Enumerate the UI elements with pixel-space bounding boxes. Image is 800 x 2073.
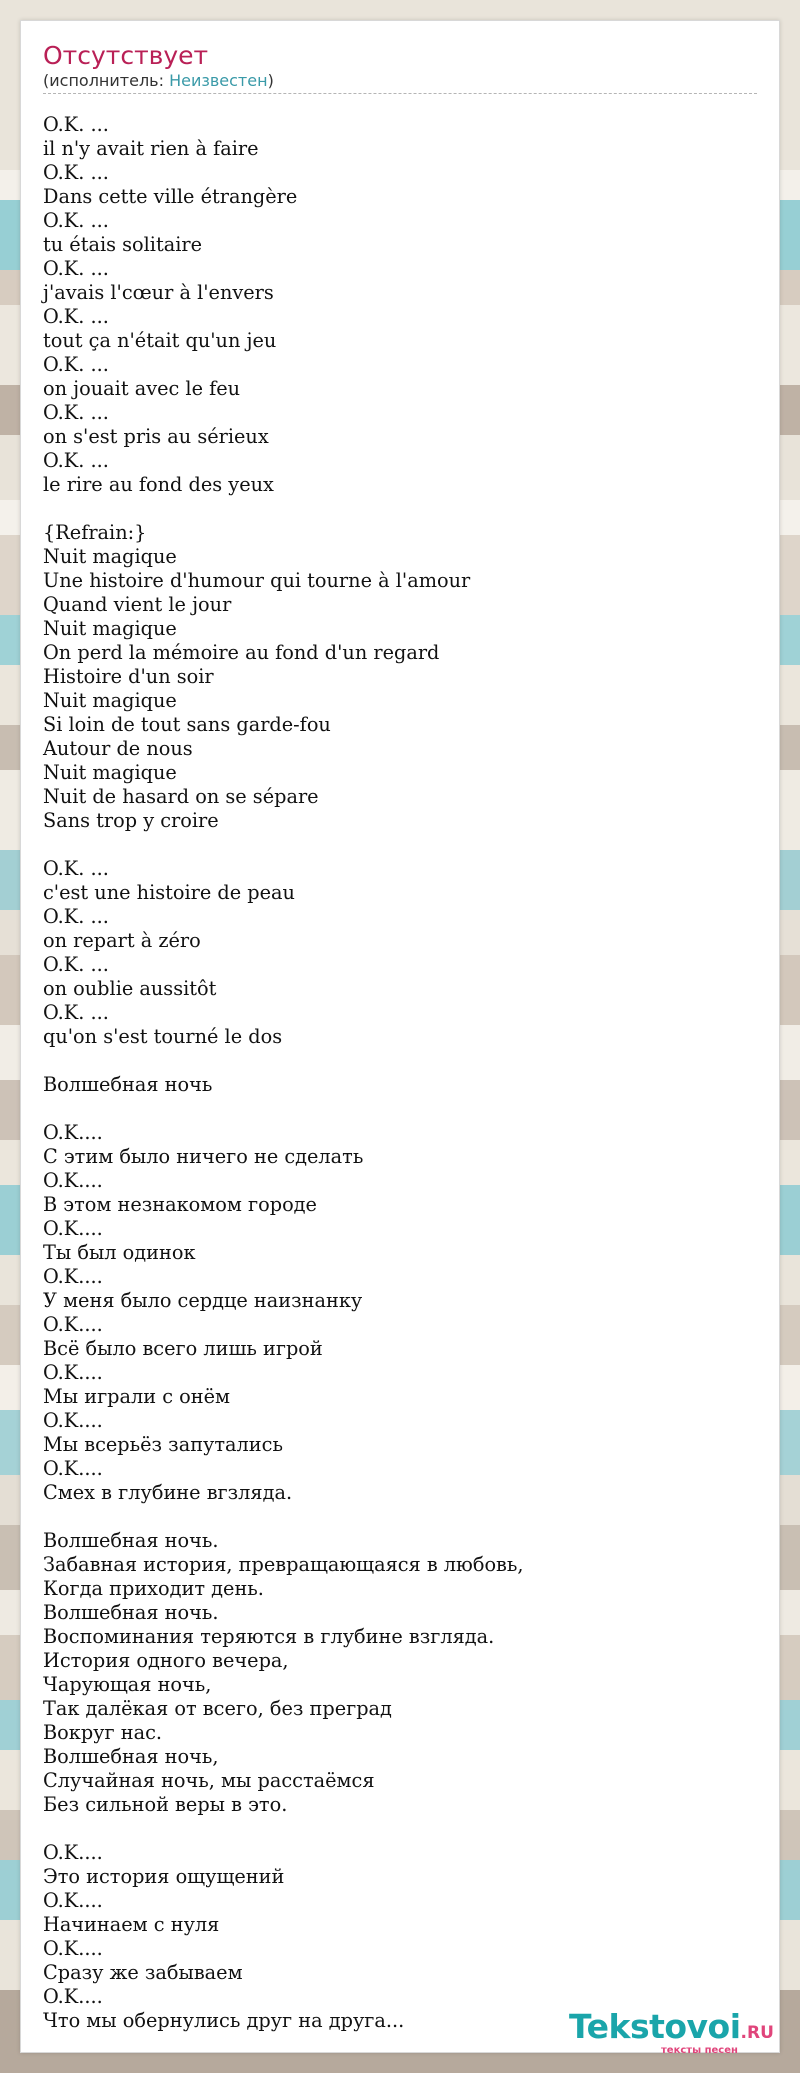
lyric-line: Когда приходит день. bbox=[43, 1577, 264, 1600]
lyric-line: Вокруг нас. bbox=[43, 1721, 163, 1744]
lyric-line: Всё было всего лишь игрой bbox=[43, 1337, 323, 1360]
lyric-line: Autour de nous bbox=[43, 737, 193, 760]
lyric-line: Сразу же забываем bbox=[43, 1961, 243, 1984]
lyric-line: Волшебная ночь, bbox=[43, 1745, 219, 1768]
lyric-line: O.K. ... bbox=[43, 353, 109, 376]
lyric-line: O.K.... bbox=[43, 1217, 103, 1240]
lyric-line: Так далёкая от всего, без преград bbox=[43, 1697, 392, 1720]
artist-line bbox=[43, 71, 757, 94]
lyric-line: il n'y avait rien à faire bbox=[43, 137, 259, 160]
lyric-line: qu'on s'est tourné le dos bbox=[43, 1025, 283, 1048]
lyric-line: O.K.... bbox=[43, 1409, 103, 1432]
lyric-line: Начинаем с нуля bbox=[43, 1913, 220, 1936]
lyric-line: O.K.... bbox=[43, 1457, 103, 1480]
lyric-line: O.K. ... bbox=[43, 161, 109, 184]
lyric-line: O.K.... bbox=[43, 1313, 103, 1336]
lyric-line: Nuit magique bbox=[43, 689, 177, 712]
lyric-line: on repart à zéro bbox=[43, 929, 201, 952]
lyric-line: Волшебная ночь. bbox=[43, 1529, 219, 1552]
lyric-line: Это история ощущений bbox=[43, 1865, 285, 1888]
lyric-line: Волшебная ночь bbox=[43, 1073, 213, 1096]
lyric-line: c'est une histoire de peau bbox=[43, 881, 295, 904]
artist-link[interactable]: Неизвестен bbox=[169, 71, 268, 90]
lyric-line: O.K.... bbox=[43, 1985, 103, 2008]
lyric-line: Quand vient le jour bbox=[43, 593, 232, 616]
lyric-line: O.K.... bbox=[43, 1889, 103, 1912]
lyric-line: Мы играли с онём bbox=[43, 1385, 231, 1408]
logo-wordmark: Tekstovoi bbox=[569, 2007, 741, 2046]
lyric-line: on oublie aussitôt bbox=[43, 977, 217, 1000]
lyric-line: В этом незнакомом городе bbox=[43, 1193, 317, 1216]
lyric-line: O.K.... bbox=[43, 1169, 103, 1192]
lyric-line: O.K.... bbox=[43, 1937, 103, 1960]
lyric-line: Забавная история, превращающаяся в любовь, bbox=[43, 1553, 524, 1576]
lyric-line: On perd la mémoire au fond d'un regard bbox=[43, 641, 440, 664]
lyric-line: История одного вечера, bbox=[43, 1649, 289, 1672]
lyric-line: Sans trop y croire bbox=[43, 809, 219, 832]
lyrics-card bbox=[20, 20, 780, 2056]
lyric-line: O.K. ... bbox=[43, 449, 109, 472]
lyric-line: Воспоминания теряются в глубине взгляда. bbox=[43, 1625, 495, 1648]
lyric-line: Чарующая ночь, bbox=[43, 1673, 212, 1696]
lyric-line: С этим было ничего не сделать bbox=[43, 1145, 364, 1168]
lyric-line: Мы всерьёз запутались bbox=[43, 1433, 283, 1456]
lyric-line: Ты был одинок bbox=[43, 1241, 196, 1264]
lyric-line: tu étais solitaire bbox=[43, 233, 203, 256]
lyric-line: Nuit magique bbox=[43, 545, 177, 568]
lyric-line: O.K. ... bbox=[43, 305, 109, 328]
lyric-line: Nuit de hasard on se sépare bbox=[43, 785, 319, 808]
artist-suffix: ) bbox=[267, 71, 274, 90]
lyric-line: У меня было сердце наизнанку bbox=[43, 1289, 363, 1312]
lyric-line: O.K. ... bbox=[43, 905, 109, 928]
lyric-line: {Refrain:} bbox=[43, 521, 147, 544]
lyric-line: le rire au fond des yeux bbox=[43, 473, 274, 496]
lyric-line: O.K.... bbox=[43, 1361, 103, 1384]
lyric-line: O.K. ... bbox=[43, 401, 109, 424]
lyric-line: Si loin de tout sans garde-fou bbox=[43, 713, 331, 736]
lyric-line: Случайная ночь, мы расстаёмся bbox=[43, 1769, 375, 1792]
lyric-line: O.K.... bbox=[43, 1841, 103, 1864]
lyric-line: O.K. ... bbox=[43, 857, 109, 880]
lyric-line: Волшебная ночь. bbox=[43, 1601, 219, 1624]
lyric-line: O.K.... bbox=[43, 1121, 103, 1144]
lyric-line: Что мы обернулись друг на друга... bbox=[43, 2009, 405, 2032]
logo-tagline: тексты песен bbox=[661, 2045, 738, 2056]
lyric-line: on jouait avec le feu bbox=[43, 377, 241, 400]
lyric-line: Nuit magique bbox=[43, 761, 177, 784]
lyric-line: O.K.... bbox=[43, 1265, 103, 1288]
lyric-line: Dans cette ville étrangère bbox=[43, 185, 298, 208]
lyric-line: tout ça n'était qu'un jeu bbox=[43, 329, 277, 352]
lyric-line: O.K. ... bbox=[43, 113, 109, 136]
lyric-line: O.K. ... bbox=[43, 1001, 109, 1024]
lyric-line: O.K. ... bbox=[43, 257, 109, 280]
lyric-line: O.K. ... bbox=[43, 953, 109, 976]
lyric-line: j'avais l'cœur à l'envers bbox=[43, 281, 274, 304]
lyric-line: Histoire d'un soir bbox=[43, 665, 214, 688]
logo-domain-suffix: .RU bbox=[740, 2023, 774, 2043]
lyric-line: Une histoire d'humour qui tourne à l'amour bbox=[43, 569, 471, 592]
lyric-line: Смех в глубине вгзляда. bbox=[43, 1481, 293, 1504]
lyrics-text bbox=[43, 113, 757, 2033]
lyric-line: Nuit magique bbox=[43, 617, 177, 640]
site-logo[interactable] bbox=[569, 2007, 774, 2056]
song-title: Отсутствует bbox=[43, 41, 209, 70]
lyric-line: on s'est pris au sérieux bbox=[43, 425, 269, 448]
lyric-line: O.K. ... bbox=[43, 209, 109, 232]
artist-prefix: (исполнитель: bbox=[43, 71, 170, 90]
lyric-line: Без сильной веры в это. bbox=[43, 1793, 288, 1816]
